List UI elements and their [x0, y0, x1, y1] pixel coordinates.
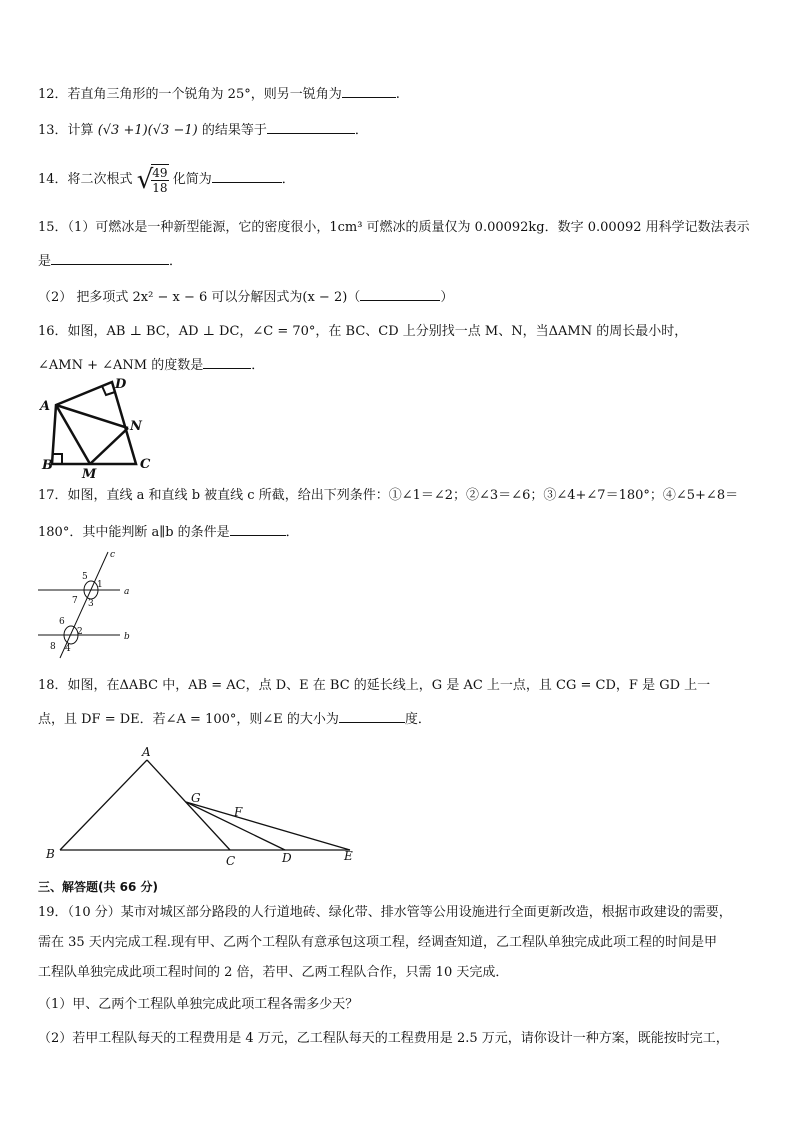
label-angle-5: 5	[82, 572, 88, 582]
question-13-pre: 13．计算	[38, 123, 94, 138]
question-15-part2-end: ）	[440, 290, 454, 305]
radical-sign: √	[136, 164, 154, 195]
label-b: B	[42, 458, 53, 473]
label-f: F	[234, 805, 243, 819]
question-15-line2-pre: 是	[38, 254, 52, 269]
segment-mn	[90, 428, 128, 464]
label-angle-6: 6	[59, 617, 65, 627]
question-15-line1: 15．（1）可燃冰是一种新型能源，它的密度很小，1cm³ 可燃冰的质量仅为 0.00092kg．数字 0.00092 用科学记数法表示	[38, 220, 750, 235]
fraction-denominator: 18	[152, 181, 168, 195]
question-19-line3: 工程队单独完成此项工程时间的 2 倍，若甲、乙两工程队合作，只需 10 天完成．	[38, 965, 509, 980]
question-17-line1: 17．如图，直线 a 和直线 b 被直线 c 所截，给出下列条件：①∠1＝∠2；②∠3＝∠6；③∠4+∠7＝180°；④∠5+∠8＝	[38, 488, 739, 503]
radical-expression	[137, 164, 169, 196]
label-a: A	[40, 399, 51, 414]
question-17-line2	[38, 521, 760, 542]
label-d: D	[115, 377, 127, 392]
question-12-end: .	[395, 87, 400, 102]
question-16-line1: 16．如图，AB ⊥ BC，AD ⊥ DC，∠C = 70°，在 BC、CD 上分别找一点 M、N，当ΔAMN 的周长最小时，	[38, 324, 688, 339]
answer-blank	[51, 250, 169, 265]
question-18-line2	[38, 708, 760, 729]
answer-blank	[342, 83, 396, 98]
question-15-part2-text: （2） 把多项式 2x² − x − 6 可以分解因式为(x − 2)（	[38, 290, 361, 305]
question-13	[38, 119, 760, 140]
label-line-a: a	[124, 587, 130, 597]
answer-blank	[203, 354, 251, 369]
question-19-part2: （2）若甲工程队每天的工程费用是 4 万元，乙工程队每天的工程费用是 2.5 万元，请你设计一种方案，既能按时完工，	[38, 1031, 729, 1046]
fraction	[151, 164, 168, 195]
question-15-line2-end: ．	[169, 254, 183, 269]
question-18-line2-text: 点，且 DF = DE．若∠A = 100°，则∠E 的大小为	[38, 712, 339, 727]
label-angle-3: 3	[88, 599, 94, 609]
label-angle-4: 4	[65, 644, 71, 654]
question-12-text: 12．若直角三角形的一个锐角为 25°，则另一锐角为	[38, 87, 342, 102]
question-17-line2-end: ．	[285, 525, 299, 540]
answer-blank	[212, 168, 282, 183]
quadrilateral-abcd	[52, 382, 136, 464]
figure-q18-triangle	[40, 744, 370, 870]
label-a: A	[142, 745, 151, 759]
question-16-line2-end: ．	[251, 358, 265, 373]
label-d: D	[282, 851, 292, 865]
label-line-c: c	[110, 550, 116, 560]
question-19-part1: （1）甲、乙两个工程队单独完成此项工程各需多少天？	[38, 997, 359, 1012]
label-g: G	[191, 791, 201, 805]
label-angle-1: 1	[97, 580, 103, 590]
fraction-numerator: 49	[152, 166, 168, 180]
figure-q17-parallel-lines	[34, 546, 144, 664]
question-15-line2	[38, 250, 760, 271]
question-14-post: 化简为	[172, 172, 212, 187]
label-line-b: b	[124, 632, 130, 642]
label-angle-2: 2	[77, 627, 83, 637]
question-12	[38, 83, 760, 104]
answer-blank	[339, 708, 405, 723]
question-14	[38, 162, 760, 198]
section-heading-3: 三、解答题(共 66 分)	[38, 880, 159, 894]
figure-q16-quadrilateral	[36, 372, 156, 480]
label-angle-8: 8	[50, 642, 56, 652]
label-e: E	[344, 849, 353, 863]
answer-blank	[360, 286, 440, 301]
question-13-end: ．	[354, 123, 368, 138]
label-b: B	[46, 847, 55, 861]
question-14-pre: 14．将二次根式	[38, 172, 133, 187]
label-c: C	[226, 854, 236, 868]
question-19-line2: 需在 35 天内完成工程.现有甲、乙两个工程队有意承包这项工程，经调查知道，乙工程队单独完成此项工程的时间是甲	[38, 935, 717, 950]
answer-blank	[267, 119, 355, 134]
segment-ac	[147, 760, 230, 850]
question-18-line1: 18．如图，在ΔABC 中，AB = AC，点 D、E 在 BC 的延长线上，G 是 AC 上一点，且 CG = CD，F 是 GD 上一	[38, 678, 711, 693]
segment-ge	[186, 802, 350, 850]
question-16-line2-text: ∠AMN + ∠ANM 的度数是	[38, 358, 204, 373]
label-angle-7: 7	[72, 596, 78, 606]
question-14-end: ．	[281, 172, 295, 187]
question-17-line2-text: 180°．其中能判断 a∥b 的条件是	[38, 525, 230, 540]
segment-ab	[60, 760, 147, 850]
label-n: N	[130, 419, 142, 434]
answer-blank	[230, 521, 286, 536]
question-15-part2	[38, 286, 760, 307]
question-13-expression: (√3 +1)(√3 −1)	[97, 123, 198, 138]
label-m: M	[82, 467, 97, 480]
question-18-line2-end: 度．	[404, 712, 431, 727]
label-c: C	[140, 457, 151, 472]
question-19-line1: 19．（10 分）某市对城区部分路段的人行道地砖、绿化带、排水管等公用设施进行全面更新改造，根据市政建设的需要，	[38, 905, 732, 920]
question-13-post: 的结果等于	[201, 123, 267, 138]
